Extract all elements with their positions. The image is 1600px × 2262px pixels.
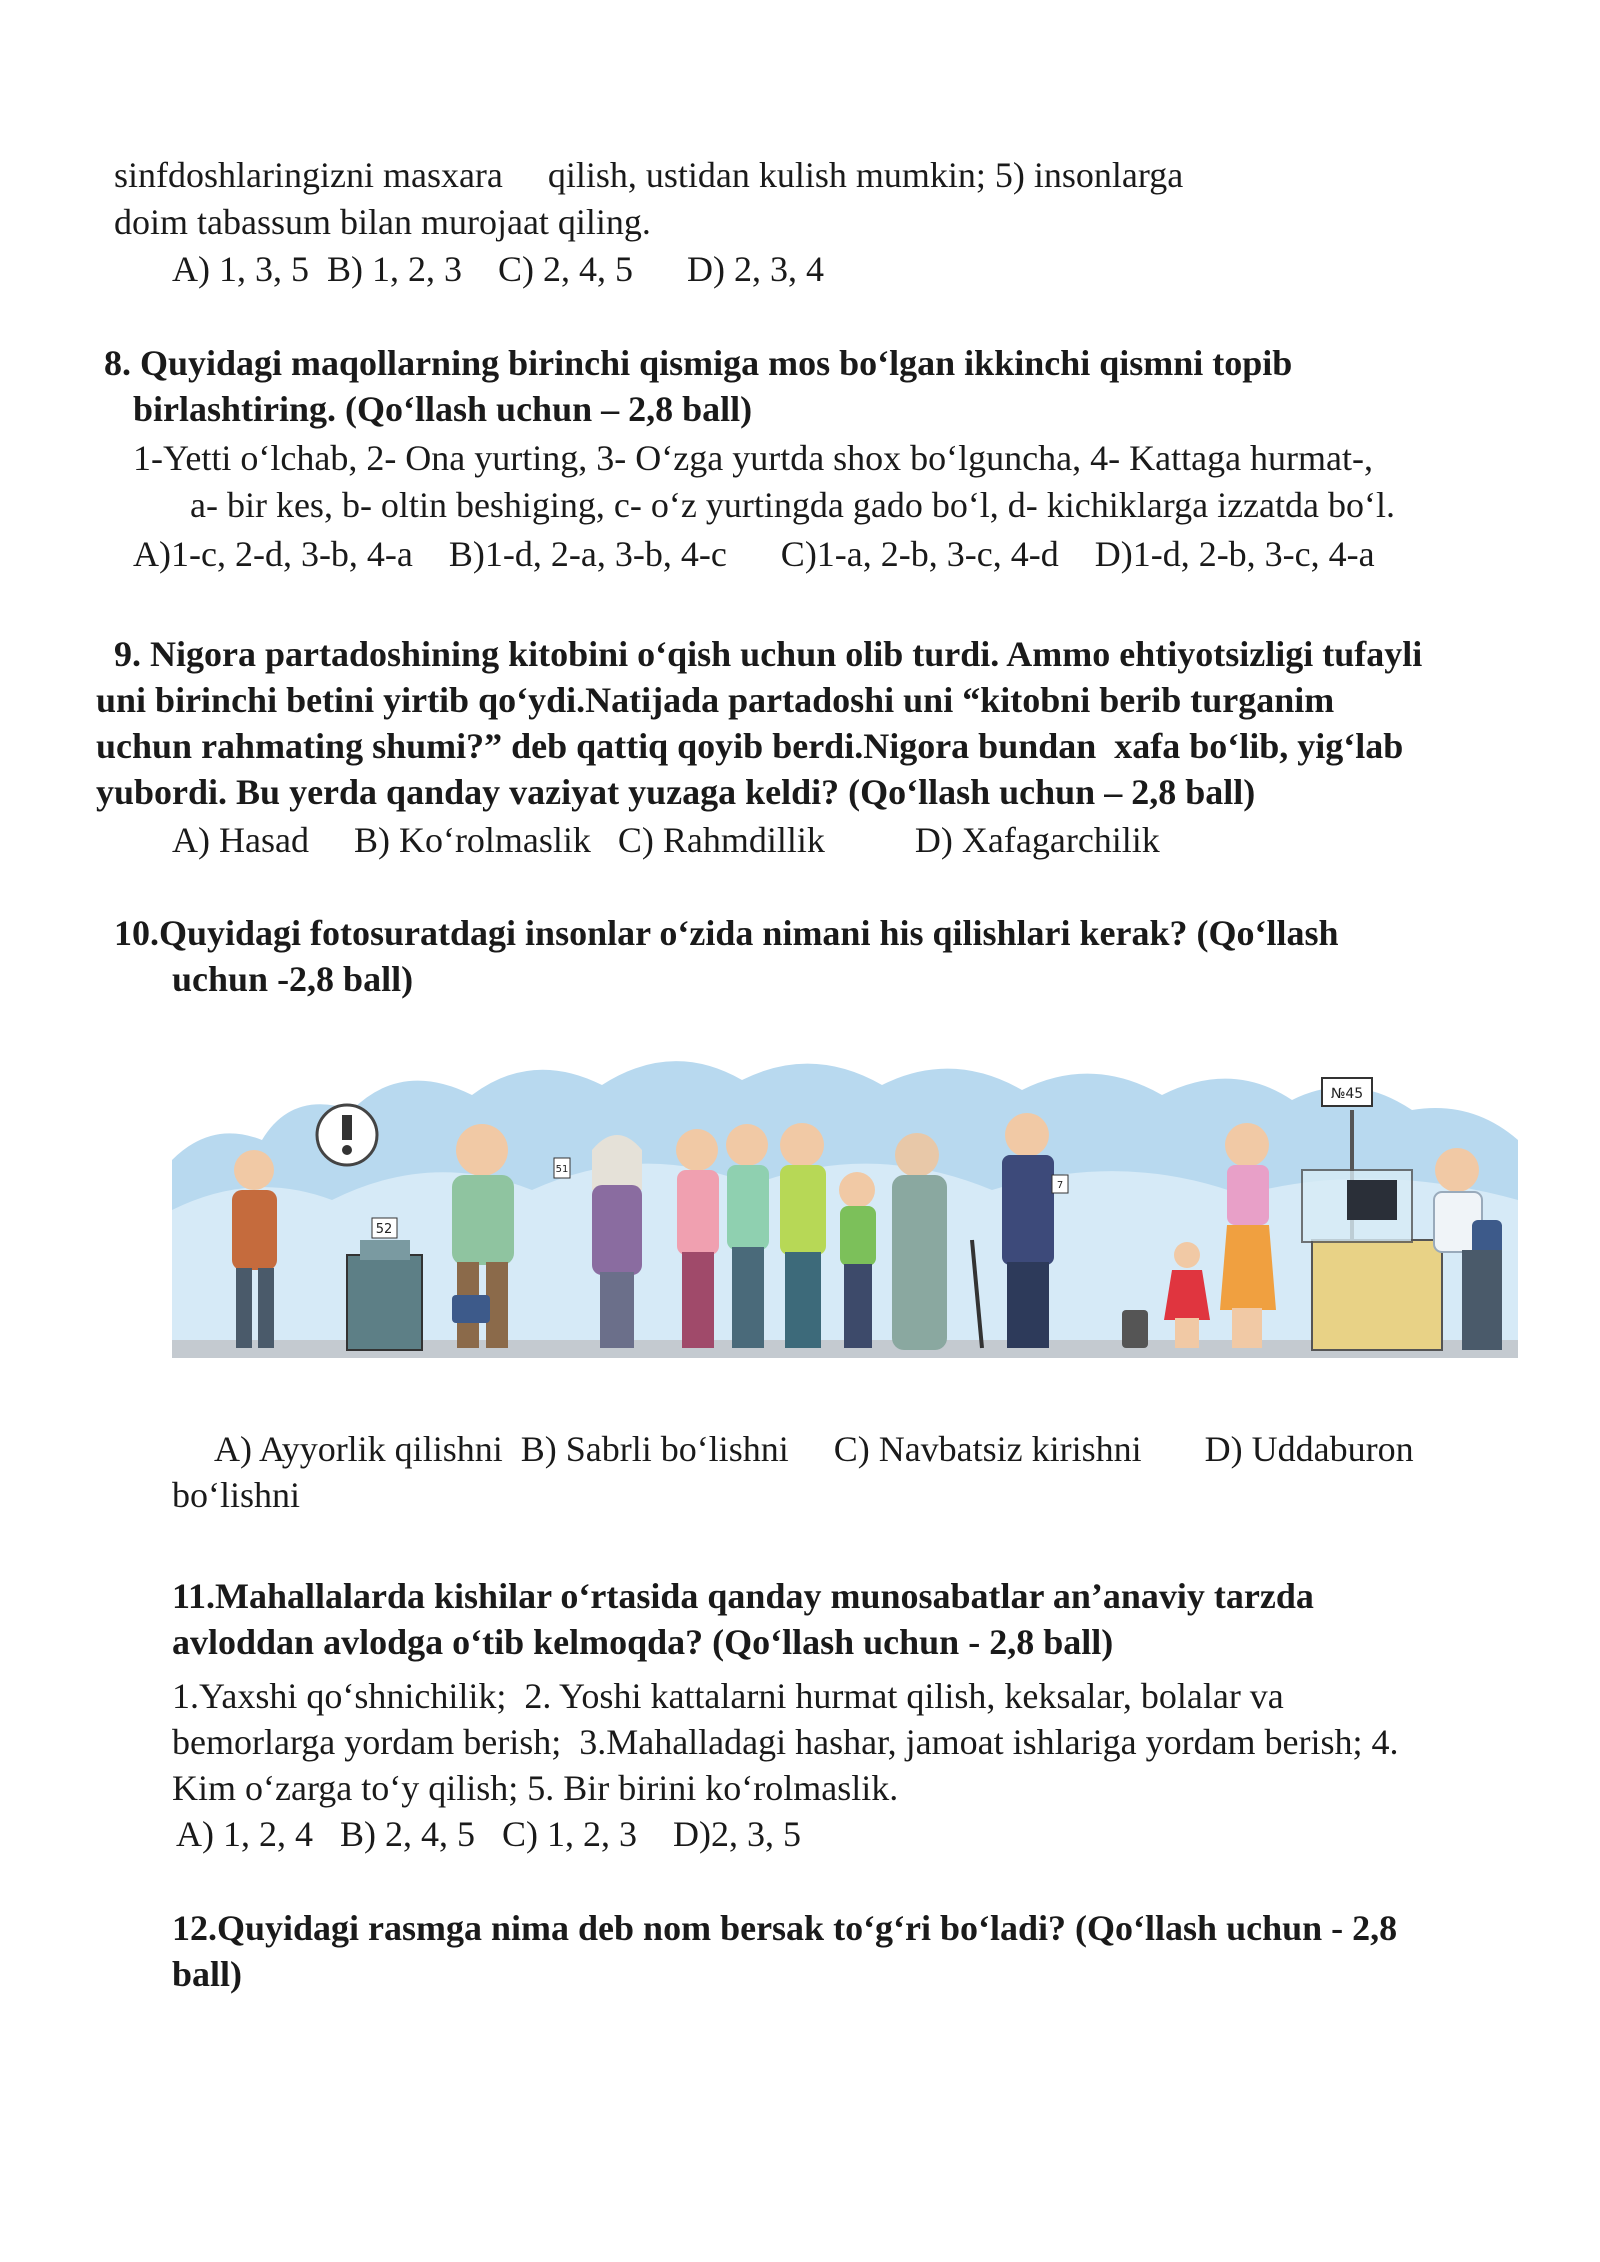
ticket-label-machine: 52 — [375, 1222, 393, 1237]
q9-options: A) Hasad B) Ko‘rolmaslik C) Rahmdillik D) Xafagarchilik — [172, 820, 1160, 860]
q12-title-line-1: 12.Quyidagi rasmga nima deb nom bersak to‘g‘ri bo‘ladi? (Qo‘llash uchun - 2,8 — [172, 1908, 1398, 1948]
q8-title-line-1: 8. Quyidagi maqollarning birinchi qismiga mos bo‘lgan ikkinchi qismni topib — [104, 343, 1293, 383]
q8-options: A)1-c, 2-d, 3-b, 4-a B)1-d, 2-a, 3-b, 4-c C)1-a, 2-b, 3-c, 4-d D)1-d, 2-b, 3-c, 4-a — [133, 534, 1375, 574]
q7-text-line-2: doim tabassum bilan murojaat qiling. — [114, 202, 651, 242]
q12-title-line-2: ball) — [172, 1954, 243, 1994]
q11-title-line-1: 11.Mahallalarda kishilar o‘rtasida qanday munosabatlar an’anaviy tarzda — [172, 1576, 1314, 1616]
q11-body-line-3: Kim o‘zarga to‘y qilish; 5. Bir birini ko‘rolmaslik. — [172, 1768, 899, 1808]
q11-options: A) 1, 2, 4 B) 2, 4, 5 C) 1, 2, 3 D)2, 3, 5 — [176, 1814, 801, 1854]
q9-text-line-4: yubordi. Bu yerda qanday vaziyat yuzaga keldi? (Qo‘llash uchun – 2,8 ball) — [96, 772, 1256, 812]
counter-sign-text: №45 — [1330, 1086, 1364, 1102]
q11-body-line-1: 1.Yaxshi qo‘shnichilik; 2. Yoshi kattalarni hurmat qilish, keksalar, bolalar va — [172, 1676, 1284, 1716]
q10-title-line-1: 10.Quyidagi fotosuratdagi insonlar o‘zida nimani his qilishlari kerak? (Qo‘llash — [114, 913, 1339, 953]
ticket-label-second: 51 — [555, 1164, 569, 1175]
q11-body-line-2: bemorlarga yordam berish; 3.Mahalladagi hashar, jamoat ishlariga yordam berish; 4. — [172, 1722, 1399, 1762]
q7-options: A) 1, 3, 5 B) 1, 2, 3 C) 2, 4, 5 D) 2, 3, 4 — [172, 249, 824, 289]
q10-options-line-2: bo‘lishni — [172, 1475, 301, 1515]
q8-parts-line-1: 1-Yetti o‘lchab, 2- Ona yurting, 3- O‘zga yurtda shox bo‘lguncha, 4- Kattaga hurmat-, — [133, 438, 1374, 478]
queue-illustration — [172, 1040, 1518, 1370]
q9-text-line-2: uni birinchi betini yirtib qo‘ydi.Natijada partadoshi uni “kitobni berib turganim — [96, 680, 1335, 720]
q11-title-line-2: avloddan avlodga o‘tib kelmoqda? (Qo‘llash uchun - 2,8 ball) — [172, 1622, 1114, 1662]
q7-text-line-1: sinfdoshlaringizni masxara qilish, ustidan kulish mumkin; 5) insonlarga — [114, 155, 1184, 195]
ticket-label-third: 7 — [1056, 1180, 1064, 1191]
q8-parts-line-2: a- bir kes, b- oltin beshiging, c- o‘z yurtingda gado bo‘l, d- kichiklarga izzatda bo‘l. — [190, 485, 1395, 525]
q10-title-line-2: uchun -2,8 ball) — [172, 959, 414, 999]
q9-text-line-1: 9. Nigora partadoshining kitobini o‘qish uchun olib turdi. Ammo ehtiyotsizligi tufayli — [114, 634, 1423, 674]
q10-options-line-1: A) Ayyorlik qilishni B) Sabrli bo‘lishni C) Navbatsiz kirishni D) Uddaburon — [214, 1429, 1414, 1469]
q9-text-line-3: uchun rahmating shumi?” deb qattiq qoyib berdi.Nigora bundan xafa bo‘lib, yig‘lab — [96, 726, 1404, 766]
q8-title-line-2: birlashtiring. (Qo‘llash uchun – 2,8 ball) — [133, 389, 753, 429]
